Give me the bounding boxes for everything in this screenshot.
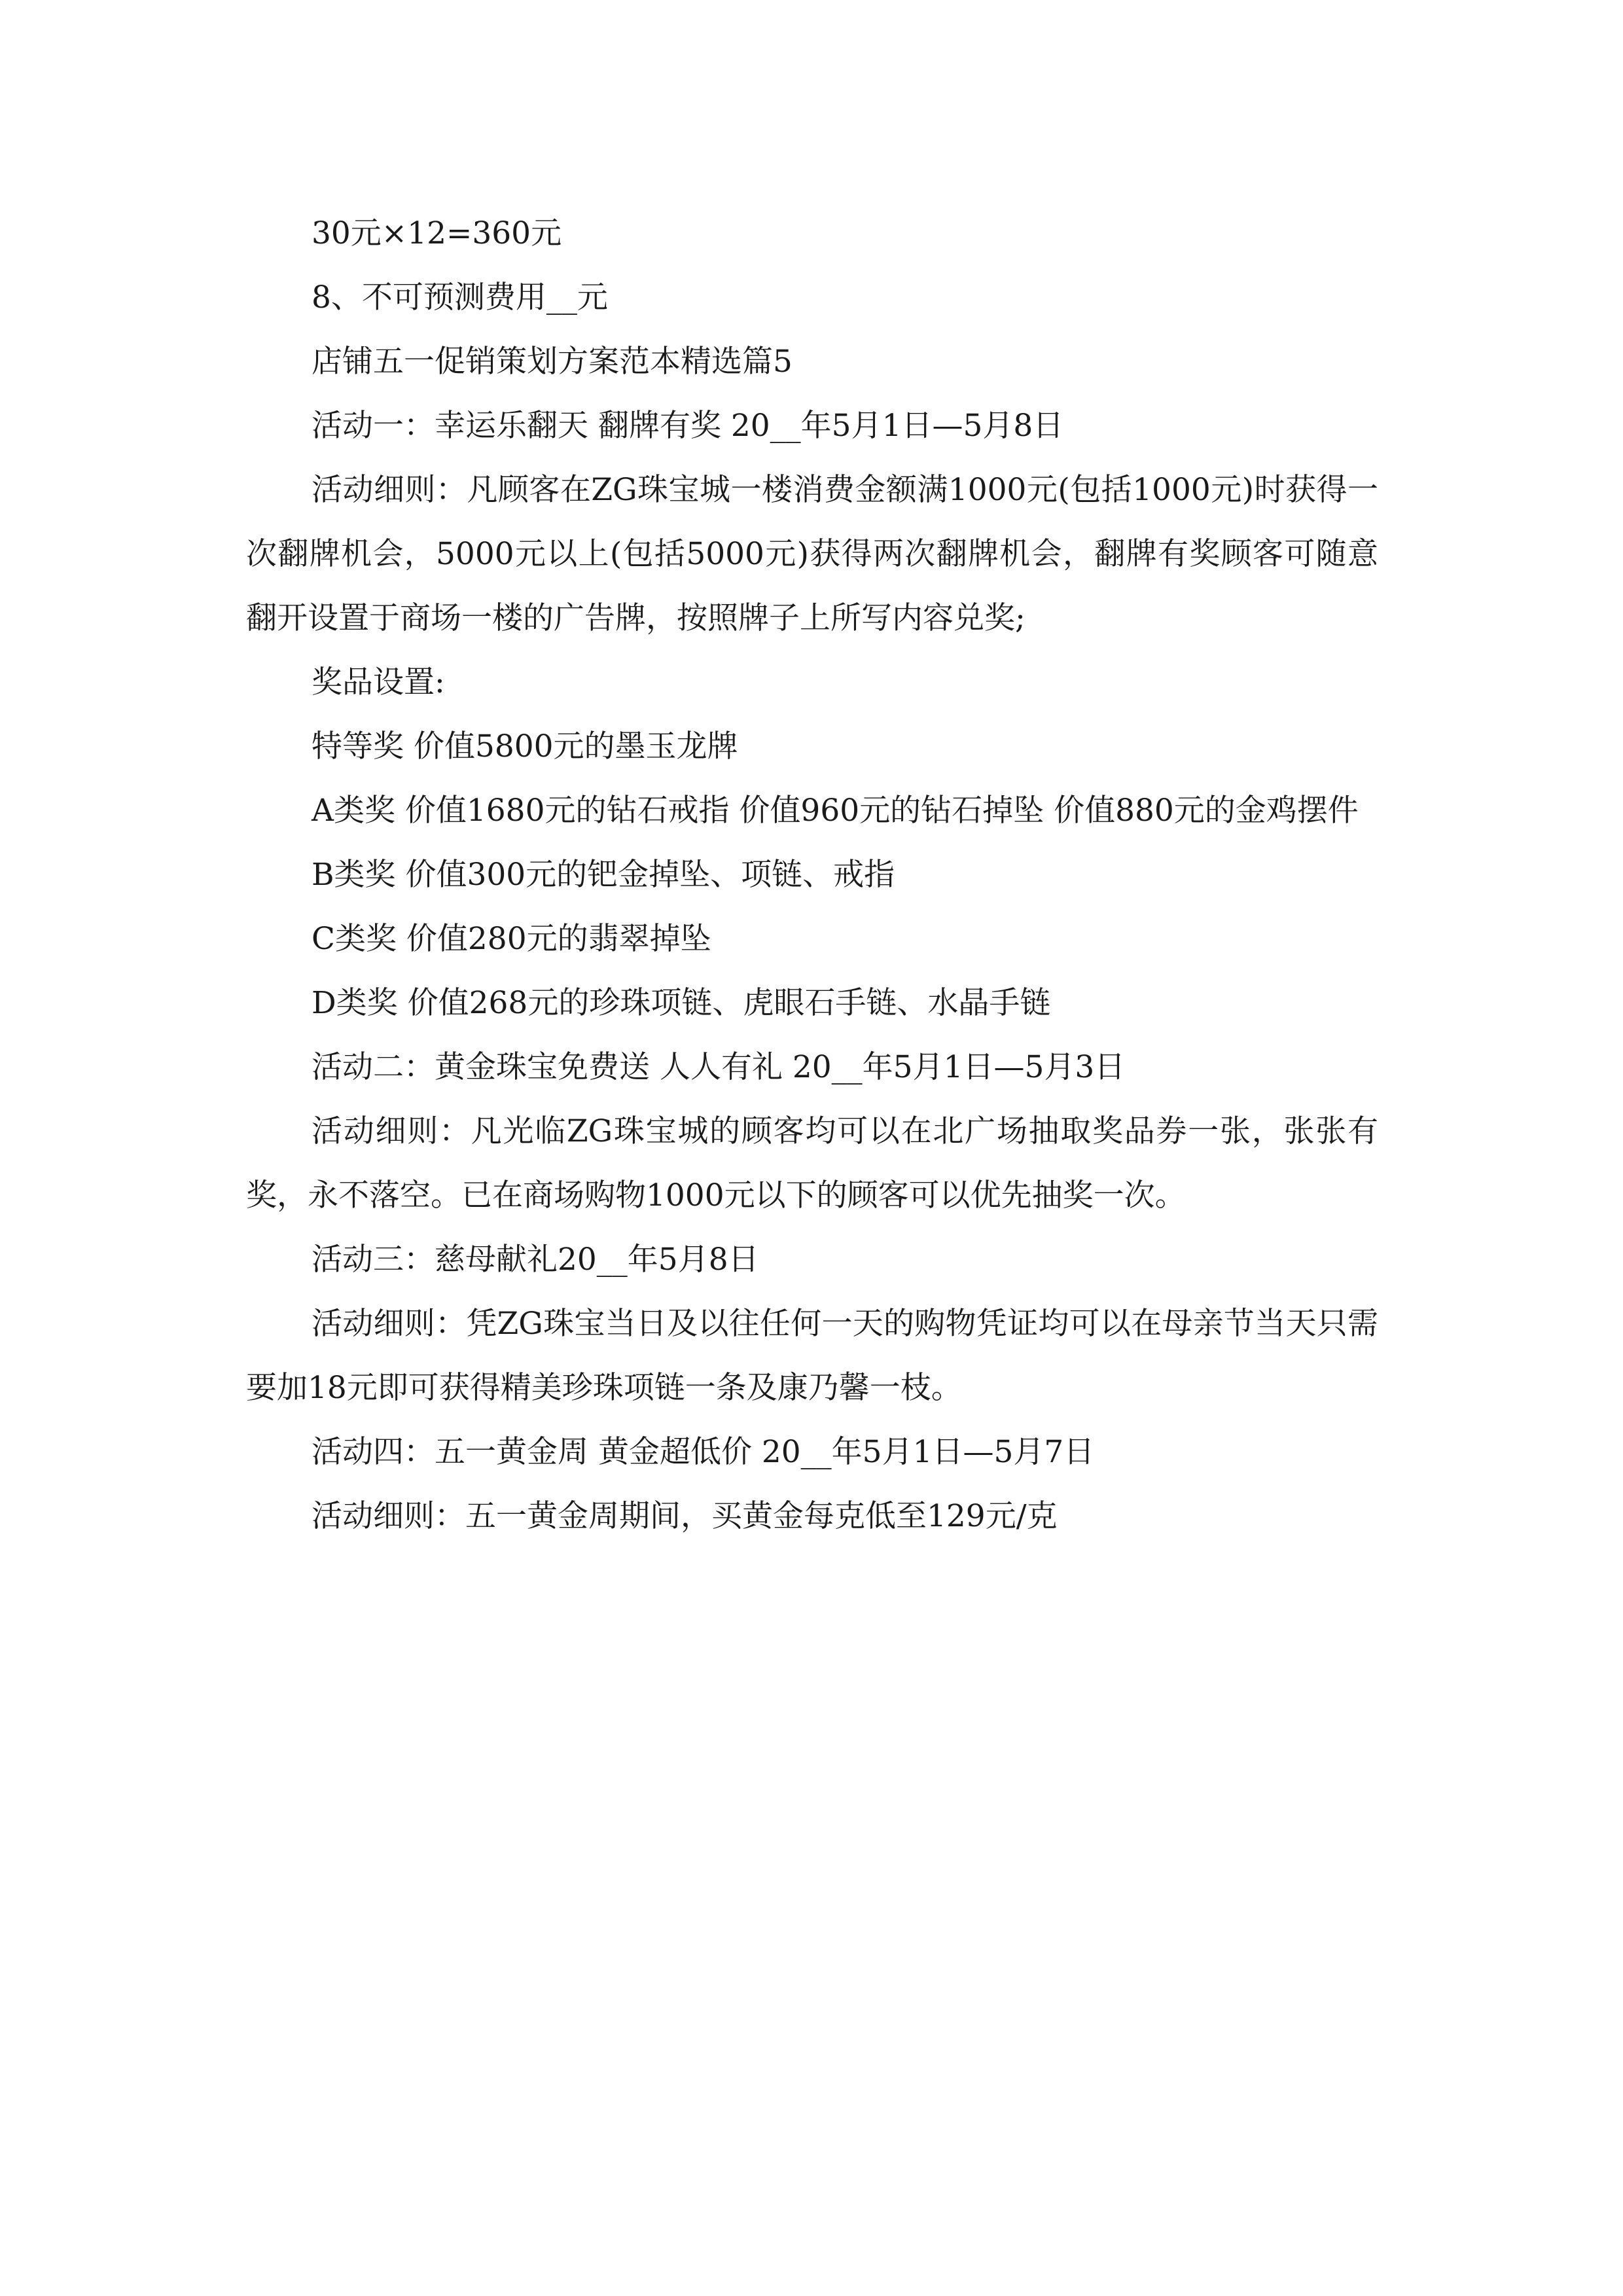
section-heading: 店铺五一促销策划方案范本精选篇5 bbox=[312, 344, 793, 380]
activity-two-rules: 活动细则：凡光临ZG珠宝城的顾客均可以在北广场抽取奖品券一张，张张有奖，永不落空。已在商场购物1000元以下的顾客可以优先抽奖一次。 bbox=[246, 1113, 1378, 1213]
unforeseen-cost-line: 8、不可预测费用__元 bbox=[312, 279, 608, 315]
activity-four-title: 活动四：五一黄金周 黄金超低价 20__年5月1日—5月7日 bbox=[312, 1434, 1095, 1470]
prize-settings-heading: 奖品设置: bbox=[312, 664, 445, 700]
prize-c-line: C类奖 价值280元的翡翠掉坠 bbox=[312, 921, 711, 957]
activity-two-title: 活动二：黄金珠宝免费送 人人有礼 20__年5月1日—5月3日 bbox=[312, 1049, 1126, 1085]
activity-one-rules: 活动细则：凡顾客在ZG珠宝城一楼消费金额满1000元(包括1000元)时获得一次翻牌机会，5000元以上(包括5000元)获得两次翻牌机会，翻牌有奖顾客可随意翻开设置于商场一楼的广告牌，按照牌子上所写内容兑奖; bbox=[246, 472, 1378, 636]
prize-a-line: A类奖 价值1680元的钻石戒指 价值960元的钻石掉坠 价值880元的金鸡摆件 bbox=[312, 793, 1359, 829]
prize-d-line: D类奖 价值268元的珍珠项链、虎眼石手链、水晶手链 bbox=[312, 985, 1051, 1021]
grand-prize-line: 特等奖 价值5800元的墨玉龙牌 bbox=[312, 728, 738, 764]
document-body bbox=[246, 202, 1378, 1549]
activity-three-rules: 活动细则：凭ZG珠宝当日及以往任何一天的购物凭证均可以在母亲节当天只需要加18元即可获得精美珍珠项链一条及康乃馨一枝。 bbox=[246, 1306, 1378, 1406]
activity-three-title: 活动三：慈母献礼20__年5月8日 bbox=[312, 1242, 759, 1278]
cost-calculation-line: 30元×12=360元 bbox=[312, 215, 562, 251]
activity-one-title: 活动一：幸运乐翻天 翻牌有奖 20__年5月1日—5月8日 bbox=[312, 408, 1064, 444]
activity-four-rules: 活动细则：五一黄金周期间，买黄金每克低至129元/克 bbox=[312, 1498, 1058, 1534]
prize-b-line: B类奖 价值300元的钯金掉坠、项链、戒指 bbox=[312, 857, 895, 893]
